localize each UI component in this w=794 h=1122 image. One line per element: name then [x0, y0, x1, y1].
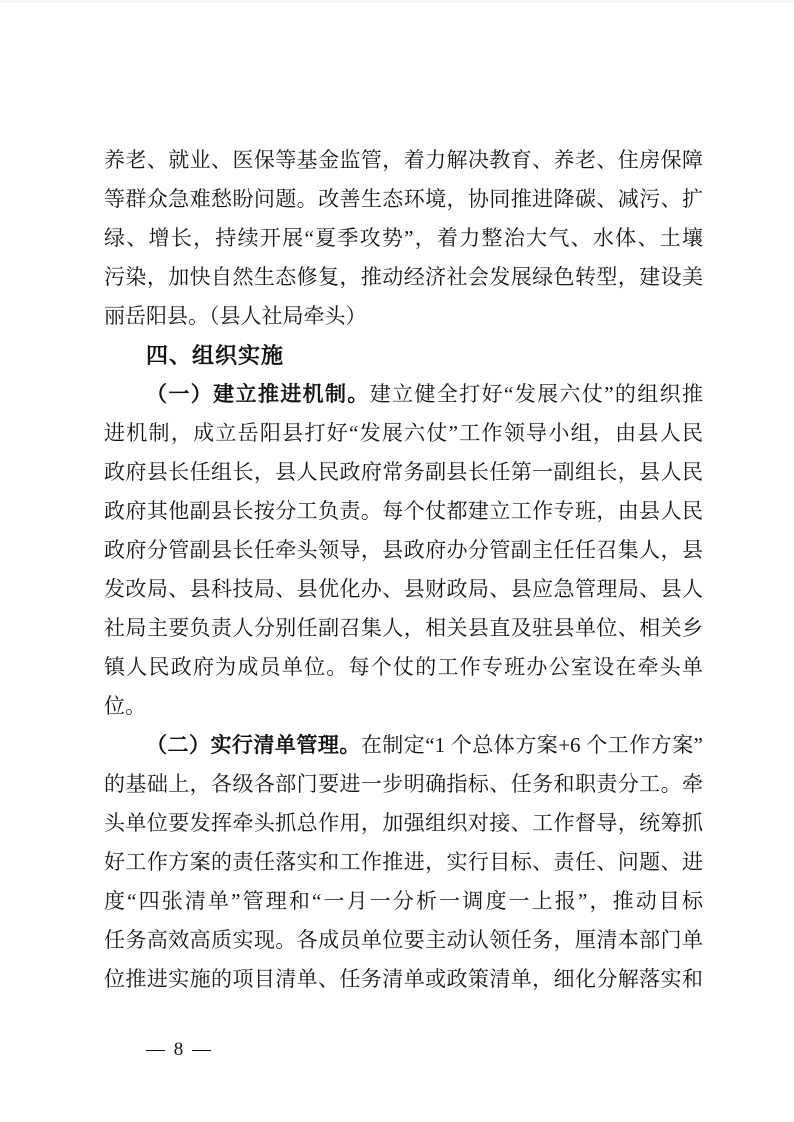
text-line [104, 765, 703, 804]
text-line [104, 570, 703, 609]
body-text: 进机制，成立岳阳县打好“发展六仗”工作领导小组，由县人民 [104, 421, 703, 445]
text-line [104, 375, 703, 414]
text-line [104, 492, 703, 531]
text-line [104, 804, 703, 843]
text-line [104, 141, 703, 180]
body-text: 污染，加快自然生态修复，推动经济社会发展绿色转型，建设美 [104, 265, 703, 289]
text-line [104, 297, 703, 336]
body-text: 在制定“1 个总体方案+6 个工作方案” [360, 733, 703, 757]
bold-lead-text: （一）建立推进机制。 [146, 382, 370, 406]
body-text: 丽岳阳县。（县人社局牵头） [104, 304, 367, 328]
section-heading [104, 336, 703, 375]
text-line [104, 453, 703, 492]
body-text: 好工作方案的责任落实和工作推进，实行目标、责任、问题、进 [104, 850, 703, 874]
body-text: 建立健全打好“发展六仗”的组织推 [369, 382, 703, 406]
text-line [104, 960, 703, 999]
text-line [104, 648, 703, 687]
text-line [104, 414, 703, 453]
text-line [104, 687, 703, 726]
page-number: — 8 — [146, 1039, 213, 1060]
text-line [104, 219, 703, 258]
text-line [104, 843, 703, 882]
text-line [104, 882, 703, 921]
body-text: 头单位要发挥牵头抓总作用，加强组织对接、工作督导，统筹抓 [104, 811, 703, 835]
text-line [104, 609, 703, 648]
body-text: 镇人民政府为成员单位。每个仗的工作专班办公室设在牵头单 [104, 655, 703, 679]
body-text: 政府分管副县长任牵头领导，县政府办分管副主任任召集人，县 [104, 538, 703, 562]
text-line [104, 531, 703, 570]
text-column [104, 141, 703, 999]
body-text: 位。 [104, 694, 146, 718]
text-line [104, 258, 703, 297]
body-text: 位推进实施的项目清单、任务清单或政策清单，细化分解落实和 [104, 967, 703, 991]
body-text: 养老、就业、医保等基金监管，着力解决教育、养老、住房保障 [104, 148, 703, 172]
bold-lead-text: （二）实行清单管理。 [146, 733, 361, 757]
body-text: 度“四张清单”管理和“一月一分析一调度一上报”，推动目标 [104, 889, 703, 913]
body-text: 绿、增长，持续开展“夏季攻势”，着力整治大气、水体、土壤 [104, 226, 703, 250]
body-text: 政府县长任组长，县人民政府常务副县长任第一副组长，县人民 [104, 460, 703, 484]
body-text: 政府其他副县长按分工负责。每个仗都建立工作专班，由县人民 [104, 499, 703, 523]
body-text: 等群众急难愁盼问题。改善生态环境，协同推进降碳、减污、扩 [104, 187, 703, 211]
body-text: 发改局、县科技局、县优化办、县财政局、县应急管理局、县人 [104, 577, 703, 601]
page-top-edge [0, 1, 794, 2]
body-text: 社局主要负责人分别任副召集人，相关县直及驻县单位、相关乡 [104, 616, 703, 640]
text-line [104, 180, 703, 219]
text-line [104, 726, 703, 765]
bold-lead-text: 四、组织实施 [146, 343, 285, 368]
body-text: 的基础上，各级各部门要进一步明确指标、任务和职责分工。牵 [104, 772, 703, 796]
body-text: 任务高效高质实现。各成员单位要主动认领任务，厘清本部门单 [104, 928, 703, 952]
text-line [104, 921, 703, 960]
